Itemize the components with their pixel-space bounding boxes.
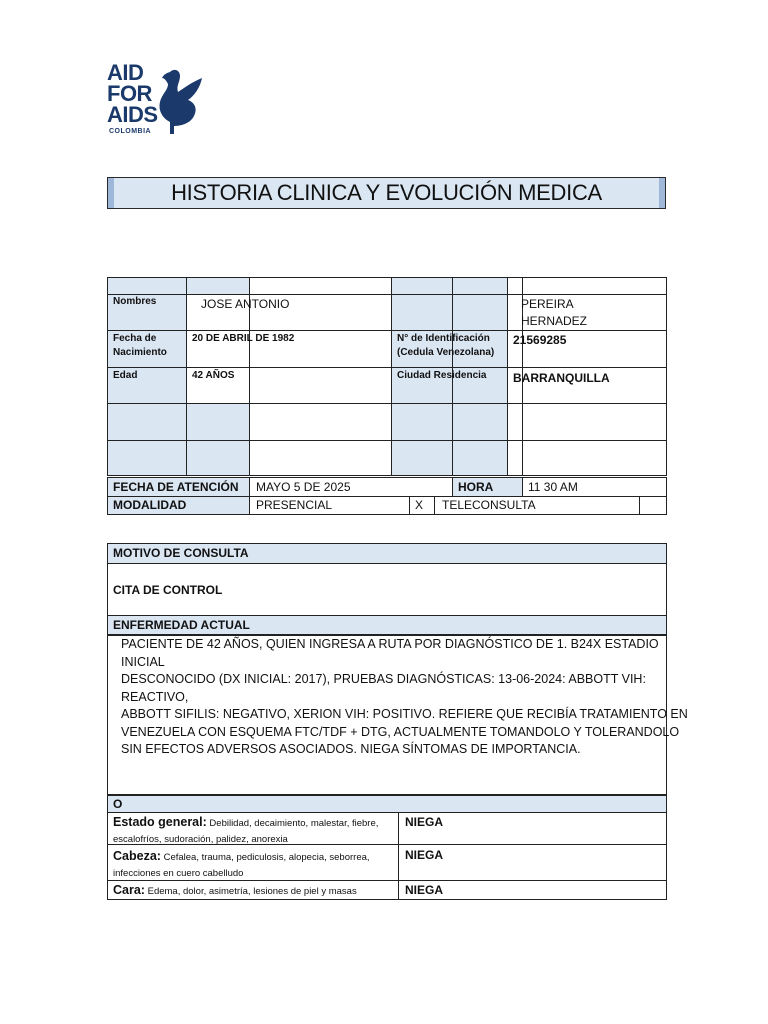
table-header-cell bbox=[522, 277, 667, 295]
label-cell bbox=[391, 294, 453, 331]
edad-label: Edad bbox=[113, 370, 138, 381]
label-cell bbox=[391, 440, 453, 476]
edad-value: 42 AÑOS bbox=[192, 370, 235, 381]
label-cell bbox=[186, 403, 250, 441]
review-desc: infecciones en cuero cabelludo bbox=[113, 868, 244, 879]
enfermedad-line: DESCONOCIDO (DX INICIAL: 2017), PRUEBAS DIAGNÓSTICAS: 13-06-2024: ABBOTT VIH: bbox=[121, 672, 646, 686]
review-desc: escalofríos, sudoración, palidez, anorexia bbox=[113, 834, 288, 845]
enfermedad-line: SIN EFECTOS ADVERSOS ASOCIADOS. NIEGA SÍNTOMAS DE IMPORTANCIA. bbox=[121, 742, 581, 756]
review-row-estado-general bbox=[113, 814, 397, 847]
review-row-cabeza bbox=[113, 848, 397, 881]
dove-icon bbox=[150, 64, 206, 138]
review-header bbox=[107, 794, 667, 813]
identificacion-label-1: N° de Identificación bbox=[397, 333, 490, 344]
enfermedad-line: INICIAL bbox=[121, 654, 165, 669]
modalidad-label: MODALIDAD bbox=[113, 498, 187, 512]
enfermedad-line: REACTIVO, bbox=[121, 689, 189, 704]
nombres-label: Nombres bbox=[113, 296, 157, 307]
empty-cell bbox=[639, 496, 667, 515]
logo-line-aids: AIDS bbox=[107, 102, 158, 127]
hora-label: HORA bbox=[458, 480, 494, 494]
teleconsulta-option: TELECONSULTA bbox=[442, 498, 536, 512]
enfermedad-line: VENEZUELA CON ESQUEMA FTC/TDF + DTG, ACTUALMENTE TOMANDOLO Y TOLERANDOLO bbox=[121, 724, 680, 739]
label-cell bbox=[452, 403, 508, 441]
identificacion-value: 21569285 bbox=[513, 333, 567, 347]
label-cell bbox=[452, 294, 508, 331]
value-cell bbox=[249, 403, 392, 441]
motivo-label: MOTIVO DE CONSULTA bbox=[113, 546, 249, 560]
review-value: NIEGA bbox=[405, 815, 444, 829]
review-value: NIEGA bbox=[405, 848, 444, 862]
value-cell bbox=[522, 403, 667, 441]
review-desc: Edema, dolor, asimetría, lesiones de piel y masas bbox=[144, 886, 357, 897]
value-cell bbox=[507, 440, 523, 476]
enfermedad-text bbox=[121, 636, 688, 759]
ciudad-value: BARRANQUILLA bbox=[513, 371, 610, 385]
review-title: Cabeza: bbox=[113, 849, 161, 863]
review-row-cara bbox=[113, 882, 397, 900]
review-title: Estado general: bbox=[113, 815, 207, 829]
identificacion-label-2: (Cedula Venezolana) bbox=[397, 347, 495, 358]
table-header-cell bbox=[186, 277, 250, 295]
table-header-cell bbox=[452, 277, 508, 295]
label-cell bbox=[107, 403, 187, 441]
logo-subtitle: COLOMBIA bbox=[109, 128, 152, 135]
label-cell bbox=[391, 403, 453, 441]
table-header-cell bbox=[507, 277, 523, 295]
review-desc: Cefalea, trauma, pediculosis, alopecia, seborrea, bbox=[160, 852, 370, 863]
fecha-nacimiento-label-2: Nacimiento bbox=[113, 347, 167, 358]
fecha-atencion-value: MAYO 5 DE 2025 bbox=[256, 480, 351, 494]
selected-mark: X bbox=[415, 498, 424, 512]
enfermedad-label: ENFERMEDAD ACTUAL bbox=[113, 618, 250, 632]
enfermedad-line: PACIENTE DE 42 AÑOS, QUIEN INGRESA A RUTA POR DIAGNÓSTICO DE 1. B24X ESTADIO bbox=[121, 637, 659, 651]
value-cell bbox=[522, 440, 667, 476]
logo-line-aid: AID bbox=[107, 60, 144, 85]
presencial-option: PRESENCIAL bbox=[256, 498, 333, 512]
value-cell bbox=[249, 440, 392, 476]
apellido-2-value: HERNADEZ bbox=[521, 314, 588, 328]
value-cell bbox=[507, 403, 523, 441]
value-cell bbox=[249, 367, 392, 404]
nombres-value: JOSE ANTONIO bbox=[201, 297, 290, 311]
ciudad-label: Ciudad Residencia bbox=[397, 370, 487, 381]
document-title: HISTORIA CLINICA Y EVOLUCIÓN MEDICA bbox=[171, 180, 602, 205]
logo-line-for: FOR bbox=[107, 81, 152, 106]
table-header-cell bbox=[391, 277, 453, 295]
label-cell bbox=[186, 440, 250, 476]
table-header-cell bbox=[107, 277, 187, 295]
review-label: O bbox=[113, 797, 123, 811]
review-value: NIEGA bbox=[405, 883, 444, 897]
document-title-box bbox=[107, 177, 666, 209]
table-header-cell bbox=[249, 277, 392, 295]
label-cell bbox=[107, 440, 187, 476]
hora-value: 11 30 AM bbox=[528, 480, 578, 494]
fecha-nacimiento-label-1: Fecha de bbox=[113, 333, 157, 344]
apellido-1-value: PEREIRA bbox=[521, 297, 574, 311]
motivo-value: CITA DE CONTROL bbox=[113, 583, 223, 597]
review-desc: Debilidad, decaimiento, malestar, fiebre, bbox=[206, 818, 379, 829]
fecha-atencion-label: FECHA DE ATENCIÓN bbox=[113, 480, 239, 494]
enfermedad-line: ABBOTT SIFILIS: NEGATIVO, XERION VIH: POSITIVO. REFIERE QUE RECIBÍA TRATAMIENTO EN bbox=[121, 707, 688, 721]
label-cell bbox=[452, 440, 508, 476]
review-title: Cara: bbox=[113, 883, 145, 897]
fecha-nacimiento-value: 20 DE ABRIL DE 1982 bbox=[192, 333, 295, 344]
